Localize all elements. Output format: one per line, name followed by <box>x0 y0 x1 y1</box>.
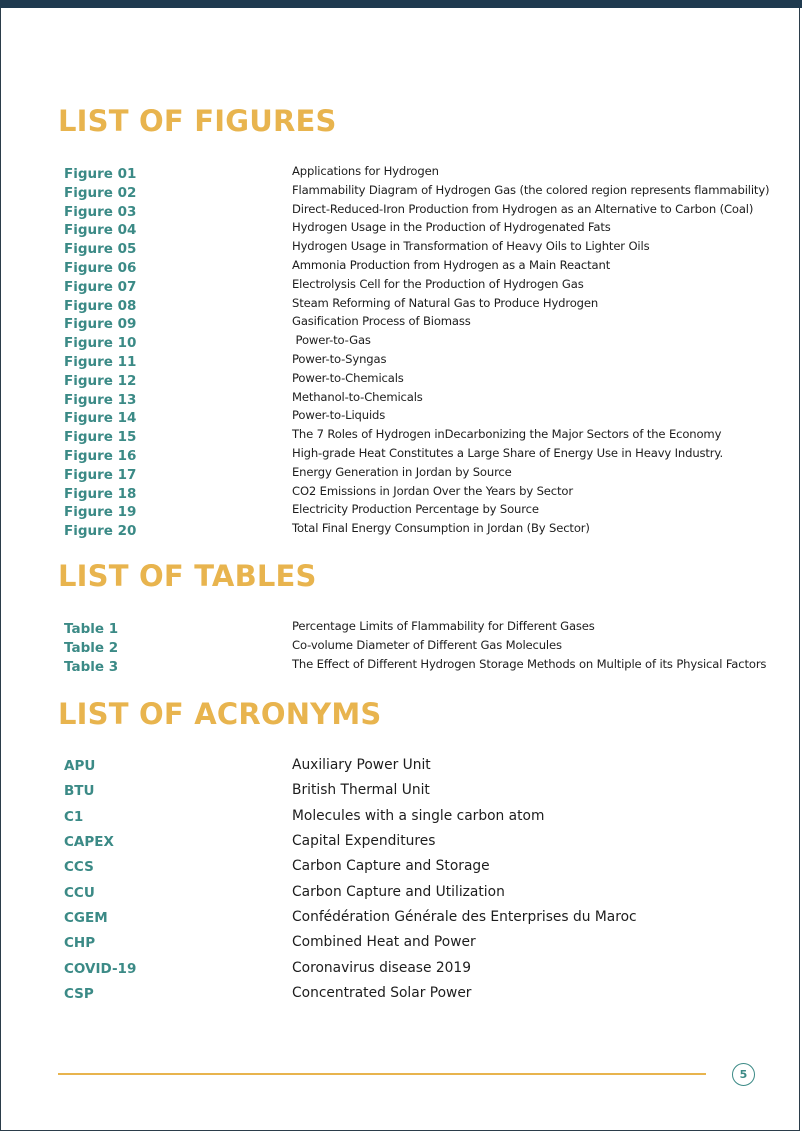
figure-label: Figure 15 <box>64 429 137 446</box>
figure-label: Figure 10 <box>64 335 137 352</box>
page-number-badge <box>732 1063 755 1086</box>
figure-title: The 7 Roles of Hydrogen inDecarbonizing the Major Sectors of the Economy <box>292 427 722 442</box>
list-item <box>0 202 802 221</box>
figure-title: Ammonia Production from Hydrogen as a Main Reactant <box>292 257 611 272</box>
acronym: CAPEX <box>64 834 114 851</box>
figure-label: Figure 19 <box>64 504 137 521</box>
figure-label: Figure 09 <box>64 316 137 333</box>
list-item <box>0 934 802 959</box>
list-item <box>0 446 802 465</box>
table-label: Table 1 <box>64 621 119 637</box>
list-item <box>0 390 802 409</box>
figure-title: Hydrogen Usage in the Production of Hydrogenated Fats <box>292 220 611 235</box>
acronym: COVID-19 <box>64 960 137 977</box>
tables-list <box>0 619 802 675</box>
figure-label: Figure 01 <box>64 166 137 182</box>
table-title: Co-volume Diameter of Different Gas Molecules <box>292 637 562 652</box>
figure-label: Figure 13 <box>64 391 137 408</box>
figure-label: Figure 05 <box>64 241 137 258</box>
figure-title: Power-to-Syngas <box>292 351 387 366</box>
list-item <box>0 427 802 446</box>
list-item <box>0 220 802 239</box>
list-of-tables-heading: LIST OF TABLES <box>58 559 317 593</box>
list-item <box>0 371 802 390</box>
acronym-definition: Confédération Générale des Enterprises du Maroc <box>292 909 637 926</box>
acronym: CCS <box>64 859 94 876</box>
list-item <box>0 521 802 540</box>
list-item <box>0 465 802 484</box>
list-item <box>0 909 802 934</box>
list-item <box>0 619 802 638</box>
figure-title: Hydrogen Usage in Transformation of Heavy Oils to Lighter Oils <box>292 239 650 254</box>
figure-label: Figure 07 <box>64 278 137 295</box>
footer-rule <box>58 1073 706 1075</box>
list-item <box>0 352 802 371</box>
figure-title: Steam Reforming of Natural Gas to Produce Hydrogen <box>292 295 599 310</box>
list-item <box>0 657 802 676</box>
figure-title: Energy Generation in Jordan by Source <box>292 464 512 479</box>
acronym: CSP <box>64 986 94 1003</box>
acronym: CGEM <box>64 910 108 927</box>
list-of-acronyms-heading: LIST OF ACRONYMS <box>58 697 382 731</box>
list-item <box>0 277 802 296</box>
acronym-definition: Concentrated Solar Power <box>292 985 472 1002</box>
list-item <box>0 985 802 1010</box>
figure-label: Figure 04 <box>64 222 137 239</box>
list-item <box>0 833 802 858</box>
list-item <box>0 884 802 909</box>
figure-label: Figure 18 <box>64 485 137 502</box>
acronym: APU <box>64 758 96 774</box>
figure-title: CO2 Emissions in Jordan Over the Years by Sector <box>292 483 573 498</box>
list-item <box>0 757 802 782</box>
list-item <box>0 638 802 657</box>
figure-title: Power-to-Gas <box>292 333 371 348</box>
table-label: Table 2 <box>64 639 119 656</box>
list-item <box>0 258 802 277</box>
acronym-definition: Capital Expenditures <box>292 833 436 850</box>
acronym-definition: Molecules with a single carbon atom <box>292 807 545 824</box>
figure-title: Direct-Reduced-Iron Production from Hydrogen as an Alternative to Carbon (Coal) <box>292 201 754 216</box>
figure-title: High-grade Heat Constitutes a Large Share of Energy Use in Heavy Industry. <box>292 445 724 460</box>
figure-label: Figure 11 <box>64 353 137 370</box>
acronym: C1 <box>64 808 84 825</box>
figure-label: Figure 20 <box>64 523 137 540</box>
acronym-definition: Carbon Capture and Storage <box>292 858 490 875</box>
list-item <box>0 296 802 315</box>
figure-title: Applications for Hydrogen <box>292 164 439 178</box>
acronym-definition: Combined Heat and Power <box>292 934 476 951</box>
list-item <box>0 484 802 503</box>
acronym: CHP <box>64 935 96 952</box>
list-item <box>0 808 802 833</box>
figure-title: Electricity Production Percentage by Source <box>292 502 539 517</box>
list-item <box>0 183 802 202</box>
figure-label: Figure 06 <box>64 259 137 276</box>
table-label: Table 3 <box>64 658 119 675</box>
figure-label: Figure 08 <box>64 297 137 314</box>
figure-title: Methanol-to-Chemicals <box>292 389 423 404</box>
list-item <box>0 314 802 333</box>
list-item <box>0 782 802 807</box>
top-accent-bar <box>0 0 802 8</box>
figure-label: Figure 16 <box>64 447 137 464</box>
figure-title: Electrolysis Cell for the Production of Hydrogen Gas <box>292 276 584 291</box>
figure-title: Power-to-Chemicals <box>292 370 404 385</box>
acronym-definition: Carbon Capture and Utilization <box>292 883 505 900</box>
figure-title: Flammability Diagram of Hydrogen Gas (the colored region represents flammability) <box>292 182 770 197</box>
table-title: Percentage Limits of Flammability for Different Gases <box>292 619 595 633</box>
table-title: The Effect of Different Hydrogen Storage Methods on Multiple of its Physical Factors <box>292 656 767 671</box>
figures-list <box>0 164 802 540</box>
acronym-definition: Coronavirus disease 2019 <box>292 959 471 976</box>
list-of-figures-heading: LIST OF FIGURES <box>58 104 337 138</box>
list-item <box>0 858 802 883</box>
figure-title: Power-to-Liquids <box>292 408 386 423</box>
figure-label: Figure 17 <box>64 466 137 483</box>
figure-label: Figure 14 <box>64 410 137 427</box>
figure-label: Figure 03 <box>64 203 137 220</box>
figure-title: Gasification Process of Biomass <box>292 314 471 329</box>
list-item <box>0 239 802 258</box>
list-item <box>0 164 802 183</box>
figure-label: Figure 02 <box>64 184 137 201</box>
page-number: 5 <box>739 1068 748 1081</box>
acronym-definition: British Thermal Unit <box>292 782 430 799</box>
list-item <box>0 502 802 521</box>
acronyms-list <box>0 757 802 1010</box>
list-item <box>0 960 802 985</box>
figure-title: Total Final Energy Consumption in Jordan (By Sector) <box>292 521 590 536</box>
acronym-definition: Auxiliary Power Unit <box>292 757 431 773</box>
figure-label: Figure 12 <box>64 372 137 389</box>
acronym: CCU <box>64 884 95 901</box>
list-item <box>0 408 802 427</box>
acronym: BTU <box>64 783 95 800</box>
list-item <box>0 333 802 352</box>
